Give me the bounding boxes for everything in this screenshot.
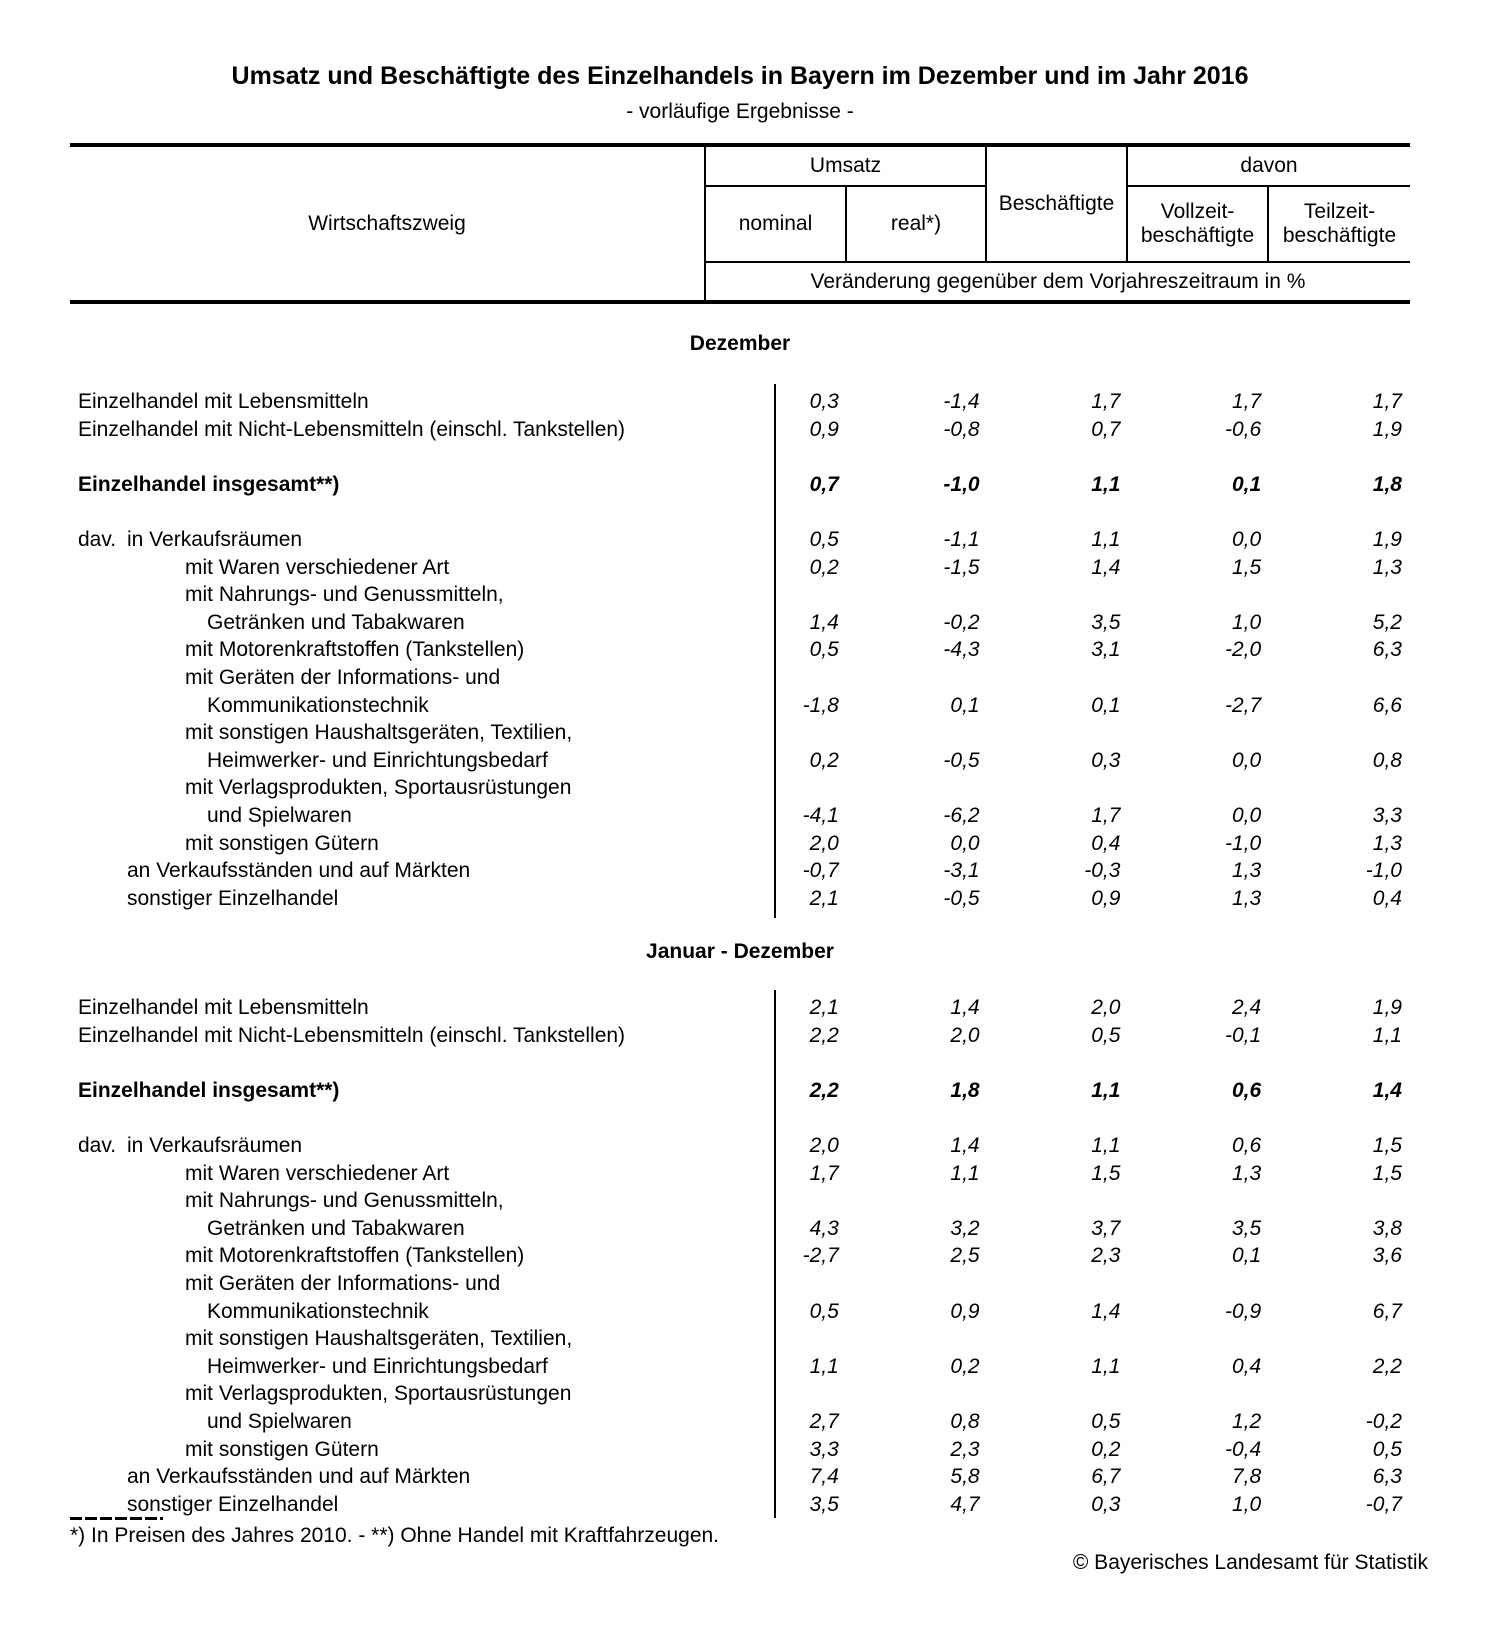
cell-value — [988, 664, 1129, 692]
row-label: mit sonstigen Haushaltsgeräten, Textilien, — [185, 1327, 573, 1351]
header-group-davon: davon — [1240, 154, 1298, 177]
table-row — [70, 774, 1410, 802]
row-label: mit sonstigen Haushaltsgeräten, Textilien, — [185, 721, 573, 745]
cell-value — [706, 1325, 847, 1353]
cell-value: -1,0 — [1365, 859, 1402, 883]
row-label: Einzelhandel mit Lebensmitteln — [78, 996, 369, 1019]
cell-value: 0,2 — [1091, 1437, 1121, 1461]
vollzeit-line1: Vollzeit- — [1160, 200, 1235, 223]
table-row — [70, 719, 1410, 747]
table-row — [70, 581, 1410, 609]
table-row — [70, 1436, 1410, 1464]
cell-value: -0,1 — [1225, 1023, 1262, 1047]
cell-value: 1,7 — [1231, 390, 1262, 413]
cell-value: 1,7 — [1372, 390, 1402, 413]
section-rows-dezember — [70, 388, 1410, 912]
cell-value: 6,6 — [1372, 693, 1402, 717]
cell-value: 0,3 — [1091, 748, 1121, 772]
table-row — [70, 1491, 1410, 1519]
cell-value: 1,1 — [1091, 1133, 1121, 1157]
table-row — [70, 636, 1410, 664]
row-label: Kommunikationstechnik — [207, 693, 429, 717]
cell-value: -0,8 — [943, 417, 980, 441]
cell-value — [847, 581, 988, 609]
cell-value: -1,0 — [1225, 831, 1262, 855]
cell-value: -0,2 — [1365, 1409, 1402, 1433]
cell-value: 0,1 — [1231, 1244, 1262, 1268]
cell-value: 0,0 — [950, 831, 980, 855]
cell-value: 0,6 — [1231, 1133, 1262, 1157]
cell-value: 0,4 — [1091, 831, 1121, 855]
cell-value: 3,3 — [809, 1437, 839, 1461]
section-heading-januar-dezember: Januar - Dezember — [646, 940, 834, 963]
cell-value: 4,7 — [950, 1492, 980, 1516]
cell-value: 3,5 — [1091, 610, 1121, 634]
row-label: mit Motorenkraftstoffen (Tankstellen) — [185, 638, 525, 662]
table-row — [70, 830, 1410, 858]
cell-value — [1128, 1187, 1269, 1215]
cell-value — [1128, 1380, 1269, 1408]
cell-value: 6,3 — [1372, 638, 1402, 662]
cell-value — [847, 1380, 988, 1408]
cell-value — [1128, 1270, 1269, 1298]
cell-value: 2,4 — [1231, 996, 1262, 1019]
spacer-row — [70, 498, 1410, 526]
cell-value: 1,1 — [809, 1354, 839, 1378]
cell-value — [706, 1270, 847, 1298]
cell-value: 1,8 — [1372, 472, 1402, 496]
cell-value: 1,3 — [1372, 555, 1402, 579]
cell-value: 0,6 — [1231, 1078, 1262, 1102]
table-row — [70, 692, 1410, 720]
cell-value: 1,1 — [1091, 527, 1121, 551]
cell-value — [706, 774, 847, 802]
header-bottom-rule — [70, 300, 1410, 304]
cell-value: 5,2 — [1372, 610, 1402, 634]
cell-value: 1,1 — [1091, 1078, 1121, 1102]
cell-value: 0,9 — [1091, 886, 1121, 910]
cell-value: 0,5 — [809, 1299, 839, 1323]
cell-value: 2,5 — [950, 1244, 980, 1268]
row-label: und Spielwaren — [207, 803, 352, 827]
cell-value: 1,2 — [1231, 1409, 1262, 1433]
footnote: *) In Preisen des Jahres 2010. - **) Ohne Handel mit Kraftfahrzeugen. — [70, 1524, 720, 1547]
cell-value: 6,7 — [1372, 1299, 1402, 1323]
cell-value: 1,3 — [1372, 831, 1402, 855]
cell-value: 0,1 — [1091, 693, 1121, 717]
table-row — [70, 1408, 1410, 1436]
cell-value: 0,8 — [1372, 748, 1402, 772]
cell-value: 2,7 — [809, 1409, 839, 1433]
cell-value — [988, 1380, 1129, 1408]
cell-value: 2,0 — [950, 1023, 980, 1047]
table-row — [70, 1353, 1410, 1381]
row-prefix: dav. — [78, 1133, 117, 1157]
teilzeit-line2: beschäftigte — [1282, 224, 1397, 247]
cell-value: -2,7 — [802, 1244, 839, 1268]
cell-value: 2,1 — [809, 886, 839, 910]
cell-value — [706, 719, 847, 747]
row-label: mit Geräten der Informations- und — [185, 665, 501, 689]
cell-value: -0,7 — [802, 859, 839, 883]
table-row — [70, 1215, 1410, 1243]
cell-value: 1,4 — [950, 1133, 980, 1157]
cell-value: 1,1 — [1372, 1023, 1402, 1047]
row-label: sonstiger Einzelhandel — [127, 1492, 339, 1516]
row-label: mit Waren verschiedener Art — [185, 1161, 450, 1185]
row-label: Kommunikationstechnik — [207, 1299, 429, 1323]
cell-value: 5,8 — [950, 1465, 980, 1489]
cell-value: 1,8 — [950, 1078, 980, 1102]
cell-value: 0,3 — [1091, 1492, 1121, 1516]
cell-value: 0,1 — [1231, 472, 1262, 496]
cell-value: 0,3 — [809, 390, 839, 413]
cell-value: 3,5 — [809, 1492, 839, 1516]
row-label: Heimwerker- und Einrichtungsbedarf — [207, 748, 548, 772]
cell-value: 1,1 — [1091, 1354, 1121, 1378]
table-row — [70, 802, 1410, 830]
cell-value: -0,2 — [943, 610, 980, 634]
cell-value — [847, 1270, 988, 1298]
cell-value: 0,1 — [950, 693, 980, 717]
table-row — [70, 471, 1410, 499]
table-row — [70, 1022, 1410, 1050]
cell-value — [1128, 774, 1269, 802]
header-col-teilzeit — [1269, 187, 1410, 261]
cell-value — [706, 581, 847, 609]
cell-value: 2,2 — [809, 1023, 839, 1047]
row-label: Einzelhandel insgesamt**) — [78, 472, 340, 496]
table-row — [70, 609, 1410, 637]
cell-value: 1,3 — [1231, 886, 1262, 910]
cell-value — [1269, 1187, 1410, 1215]
table-row — [70, 857, 1410, 885]
cell-value: -2,0 — [1225, 638, 1262, 662]
cell-value: 1,1 — [950, 1161, 980, 1185]
cell-value — [1269, 664, 1410, 692]
row-label: mit Waren verschiedener Art — [185, 555, 450, 579]
cell-value: 2,2 — [1372, 1354, 1402, 1378]
cell-value: 4,3 — [809, 1216, 839, 1240]
row-label: mit Verlagsprodukten, Sportausrüstungen — [185, 1382, 572, 1406]
cell-value: 0,8 — [950, 1409, 980, 1433]
cell-value: 2,2 — [809, 1078, 839, 1102]
row-label: Einzelhandel insgesamt**) — [78, 1078, 340, 1102]
table-row — [70, 526, 1410, 554]
cell-value: 0,4 — [1231, 1354, 1262, 1378]
cell-value — [847, 719, 988, 747]
cell-value: -6,2 — [943, 803, 980, 827]
cell-value: 0,5 — [1372, 1437, 1402, 1461]
cell-value: 0,0 — [1231, 803, 1262, 827]
table-row — [70, 1380, 1410, 1408]
section-rows-januar-dezember — [70, 994, 1410, 1518]
table-row — [70, 1242, 1410, 1270]
cell-value: -0,3 — [1084, 859, 1121, 883]
header-wirtschaftszweig: Wirtschaftszweig — [308, 211, 466, 235]
cell-value: 1,9 — [1372, 417, 1402, 441]
cell-value — [1269, 1380, 1410, 1408]
header-col-nominal: nominal — [738, 212, 813, 235]
row-label: dav. in Verkaufsräumen — [70, 1132, 706, 1160]
row-label: mit Verlagsprodukten, Sportausrüstungen — [185, 776, 572, 800]
cell-value: -0,7 — [1365, 1492, 1402, 1516]
cell-value: 3,1 — [1091, 638, 1121, 662]
cell-value — [988, 1187, 1129, 1215]
cell-value: 2,1 — [809, 996, 839, 1019]
cell-value: 2,3 — [950, 1437, 980, 1461]
cell-value: 0,9 — [950, 1299, 980, 1323]
cell-value: 1,4 — [950, 996, 980, 1019]
row-label: Heimwerker- und Einrichtungsbedarf — [207, 1354, 548, 1378]
cell-value — [1269, 1270, 1410, 1298]
cell-value — [1128, 719, 1269, 747]
vollzeit-line2: beschäftigte — [1140, 224, 1255, 247]
cell-value: 1,9 — [1372, 996, 1402, 1019]
table-row — [70, 664, 1410, 692]
row-label: Getränken und Tabakwaren — [207, 1216, 465, 1240]
cell-value: 1,4 — [809, 610, 839, 634]
cell-value: 0,9 — [809, 417, 839, 441]
cell-value: 3,5 — [1231, 1216, 1262, 1240]
cell-value: 1,7 — [1091, 390, 1121, 413]
cell-value: 1,5 — [1372, 1133, 1402, 1157]
header-unit-row: Veränderung gegenüber dem Vorjahreszeitraum in % — [810, 269, 1306, 293]
cell-value: 6,7 — [1091, 1465, 1121, 1489]
row-label: mit Nahrungs- und Genussmitteln, — [185, 1189, 504, 1213]
row-label: sonstiger Einzelhandel — [127, 886, 339, 910]
cell-value: 2,0 — [1091, 996, 1121, 1019]
row-label: Einzelhandel mit Lebensmitteln — [78, 390, 369, 413]
cell-value: -1,1 — [943, 527, 980, 551]
table-row — [70, 994, 1410, 1022]
cell-value: 1,4 — [1372, 1078, 1402, 1102]
cell-value: -1,0 — [943, 472, 980, 496]
cell-value: 1,5 — [1091, 1161, 1121, 1185]
cell-value — [1128, 664, 1269, 692]
cell-value — [988, 1325, 1129, 1353]
row-label: mit Nahrungs- und Genussmitteln, — [185, 583, 504, 607]
table-row — [70, 416, 1410, 444]
cell-value: 1,0 — [1231, 1492, 1262, 1516]
cell-value: 1,0 — [1231, 610, 1262, 634]
cell-value: -1,4 — [943, 390, 980, 413]
section-heading-dezember: Dezember — [689, 332, 791, 355]
cell-value: 3,2 — [950, 1216, 980, 1240]
row-label: mit Geräten der Informations- und — [185, 1271, 501, 1295]
cell-value: 1,4 — [1091, 1299, 1121, 1323]
cell-value: 2,3 — [1091, 1244, 1121, 1268]
row-label: Einzelhandel mit Nicht-Lebensmitteln (einschl. Tankstellen) — [78, 1023, 626, 1047]
cell-value: -1,5 — [943, 555, 980, 579]
cell-value: 0,5 — [809, 638, 839, 662]
cell-value — [847, 664, 988, 692]
row-label: dav. in Verkaufsräumen — [70, 526, 706, 554]
cell-value: 7,4 — [809, 1465, 839, 1489]
cell-value — [1269, 581, 1410, 609]
row-label: an Verkaufsständen und auf Märkten — [127, 859, 471, 883]
cell-value: -0,5 — [943, 748, 980, 772]
table-row — [70, 1132, 1410, 1160]
spacer-row — [70, 1104, 1410, 1132]
cell-value: -4,1 — [802, 803, 839, 827]
cell-value: 0,7 — [1091, 417, 1121, 441]
cell-value: 6,3 — [1372, 1465, 1402, 1489]
cell-value: 3,8 — [1372, 1216, 1402, 1240]
cell-value — [988, 719, 1129, 747]
cell-value: -0,6 — [1225, 417, 1262, 441]
cell-value: 3,6 — [1372, 1244, 1402, 1268]
cell-value: 3,7 — [1091, 1216, 1121, 1240]
cell-value — [1269, 719, 1410, 747]
cell-value: 2,0 — [809, 1133, 839, 1157]
table-row — [70, 388, 1410, 416]
page-title: Umsatz und Beschäftigte des Einzelhandels in Bayern im Dezember und im Jahr 2016 — [231, 62, 1249, 90]
cell-value: 0,2 — [809, 555, 839, 579]
cell-value: 1,4 — [1091, 555, 1121, 579]
cell-value: -2,7 — [1225, 693, 1262, 717]
cell-value — [847, 774, 988, 802]
spacer-row — [70, 1049, 1410, 1077]
cell-value — [988, 1270, 1129, 1298]
cell-value — [1128, 1325, 1269, 1353]
cell-value: 1,7 — [1091, 803, 1121, 827]
cell-value: 0,5 — [1091, 1023, 1121, 1047]
copyright: © Bayerisches Landesamt für Statistik — [1072, 1551, 1428, 1574]
page-subtitle: - vorläufige Ergebnisse - — [626, 100, 854, 123]
cell-value: 7,8 — [1231, 1465, 1262, 1489]
cell-value: 1,7 — [809, 1161, 839, 1185]
cell-value: 1,5 — [1372, 1161, 1402, 1185]
row-label: mit sonstigen Gütern — [185, 831, 379, 855]
table-row — [70, 885, 1410, 913]
cell-value: 1,3 — [1231, 859, 1262, 883]
cell-value — [706, 1380, 847, 1408]
row-label: Einzelhandel mit Nicht-Lebensmitteln (einschl. Tankstellen) — [78, 417, 626, 441]
cell-value: 0,2 — [809, 748, 839, 772]
cell-value: -0,4 — [1225, 1437, 1262, 1461]
table-header — [70, 143, 1410, 304]
row-label: mit sonstigen Gütern — [185, 1437, 379, 1461]
cell-value: 0,2 — [950, 1354, 980, 1378]
cell-value: 0,0 — [1231, 748, 1262, 772]
footnote-rule — [70, 1517, 163, 1520]
cell-value: -4,3 — [943, 638, 980, 662]
spacer-row — [70, 443, 1410, 471]
cell-value: 1,9 — [1372, 527, 1402, 551]
header-col-real: real*) — [890, 212, 942, 235]
table-row — [70, 1077, 1410, 1105]
table-row — [70, 1463, 1410, 1491]
cell-value — [847, 1325, 988, 1353]
table-row — [70, 747, 1410, 775]
table-row — [70, 1325, 1410, 1353]
cell-value: 0,5 — [1091, 1409, 1121, 1433]
cell-value: 1,5 — [1231, 555, 1262, 579]
cell-value: 1,3 — [1231, 1161, 1262, 1185]
row-prefix: dav. — [78, 527, 117, 551]
cell-value — [988, 581, 1129, 609]
table-row — [70, 1187, 1410, 1215]
cell-value: 0,7 — [809, 472, 839, 496]
cell-value — [847, 1187, 988, 1215]
cell-value — [1269, 774, 1410, 802]
teilzeit-line1: Teilzeit- — [1303, 200, 1376, 223]
cell-value: -3,1 — [943, 859, 980, 883]
row-label: mit Motorenkraftstoffen (Tankstellen) — [185, 1244, 525, 1268]
cell-value: 2,0 — [809, 831, 839, 855]
table-row — [70, 1160, 1410, 1188]
row-label: Getränken und Tabakwaren — [207, 610, 465, 634]
header-group-umsatz: Umsatz — [809, 154, 882, 177]
cell-value — [988, 774, 1129, 802]
row-label: und Spielwaren — [207, 1409, 352, 1433]
cell-value — [1269, 1325, 1410, 1353]
cell-value — [706, 1187, 847, 1215]
header-col-beschaeftigte: Beschäftigte — [998, 192, 1115, 215]
cell-value: -0,5 — [943, 886, 980, 910]
cell-value: 0,0 — [1231, 527, 1262, 551]
cell-value: 3,3 — [1372, 803, 1402, 827]
cell-value: 1,1 — [1091, 472, 1121, 496]
cell-value: -0,9 — [1225, 1299, 1262, 1323]
header-col-vollzeit — [1128, 187, 1267, 261]
cell-value: 0,5 — [809, 527, 839, 551]
cell-value — [1128, 581, 1269, 609]
table-row — [70, 554, 1410, 582]
cell-value — [706, 664, 847, 692]
cell-value: 0,4 — [1372, 886, 1402, 910]
table-row — [70, 1270, 1410, 1298]
row-label: an Verkaufsständen und auf Märkten — [127, 1465, 471, 1489]
cell-value: -1,8 — [802, 693, 839, 717]
table-row — [70, 1298, 1410, 1326]
